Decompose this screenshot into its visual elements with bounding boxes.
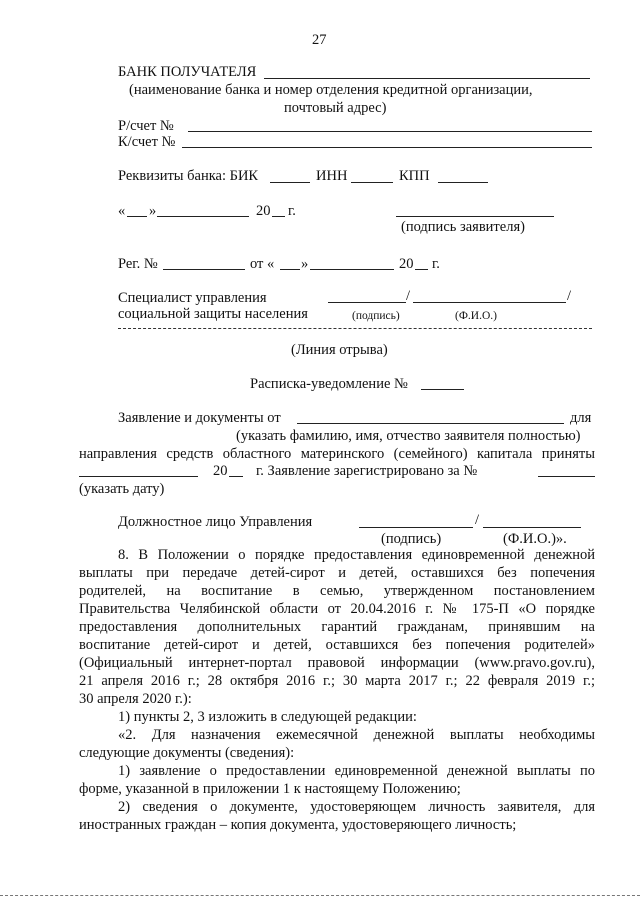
reg-from-label: от « — [250, 256, 275, 272]
item-2-line-1: «2. Для назначения ежемесячной денежной выплаты необходимы — [118, 727, 595, 743]
receipt-year-prefix: 20 — [213, 463, 228, 479]
receipt-number-line — [421, 389, 464, 390]
receipt-statement-suffix: для — [570, 410, 592, 426]
date-quote-open: « — [118, 203, 126, 219]
official-label: Должностное лицо Управления — [118, 514, 313, 530]
p8-line-4: Правительства Челябинской области от 20.04.2016 г. № 175-П «О порядке — [79, 601, 595, 617]
item-3-line-1: 1) заявление о предоставлении единовременной денежной выплаты по — [118, 763, 595, 779]
date-year-prefix: 20 — [256, 203, 271, 219]
corr-account-label: К/счет № — [118, 134, 176, 150]
p8-line-5: предоставления дополнительных гарантий гражданам, принявшим на — [79, 619, 595, 635]
reg-day-line — [280, 269, 300, 270]
p8-line-6: воспитание детей-сирот и детей, оставшихся без попечения родителей» — [79, 637, 595, 653]
specialist-line-2: социальной защиты населения — [118, 306, 308, 322]
applicant-signature-hint: (подпись заявителя) — [401, 219, 525, 235]
p8-line-8: 21 апреля 2016 г.; 28 октября 2016 г.; 30 марта 2017 г.; 22 февраля 2019 г.; — [79, 673, 595, 689]
cut-line-label: (Линия отрыва) — [291, 342, 388, 358]
item-2-line-2: следующие документы (сведения): — [79, 745, 295, 761]
date-day-line — [127, 216, 147, 217]
specialist-fio-line — [413, 302, 566, 303]
cut-line — [118, 328, 592, 329]
p8-line-1: 8. В Положении о порядке предоставления единовременной денежной — [118, 547, 595, 563]
official-sign-line — [359, 527, 473, 528]
specialist-line-1: Специалист управления — [118, 290, 267, 306]
applicant-signature-line — [396, 216, 554, 217]
specialist-slash-2: / — [567, 288, 572, 304]
account-label: Р/счет № — [118, 118, 174, 134]
official-slash: / — [475, 512, 480, 528]
reg-month-line — [310, 269, 394, 270]
page-number: 27 — [312, 32, 327, 48]
bottom-scan-edge — [0, 895, 640, 896]
item-1: 1) пункты 2, 3 изложить в следующей редакции: — [118, 709, 417, 725]
reg-number-line — [163, 269, 245, 270]
date-quote-close: » — [149, 203, 157, 219]
specialist-sign-hint: (подпись) — [352, 310, 400, 322]
item-4-line-2: иностранных граждан – копия документа, удостоверяющего личность; — [79, 817, 517, 833]
receipt-date-hint: (указать дату) — [79, 481, 165, 497]
specialist-fio-hint: (Ф.И.О.) — [455, 310, 497, 322]
bik-line — [270, 182, 310, 183]
p8-line-9: 30 апреля 2020 г.): — [79, 691, 192, 707]
receipt-registered-text: г. Заявление зарегистрировано за № — [256, 463, 478, 479]
p8-line-7: (Официальный интернет-портал правовой информации (www.pravo.gov.ru), — [79, 655, 595, 671]
reg-year-prefix: 20 — [399, 256, 414, 272]
official-fio-line — [483, 527, 581, 528]
specialist-sign-line — [328, 302, 406, 303]
bank-hint-2: почтовый адрес) — [284, 100, 387, 116]
date-month-line — [157, 216, 249, 217]
receipt-date-line — [79, 476, 198, 477]
item-3-line-2: форме, указанной в приложении 1 к настоящему Положению; — [79, 781, 461, 797]
receipt-reg-number-line — [538, 476, 595, 477]
account-line — [188, 131, 592, 132]
kpp-line — [438, 182, 488, 183]
receipt-statement-prefix: Заявление и документы от — [118, 410, 281, 426]
inn-line — [351, 182, 393, 183]
requisites-label: Реквизиты банка: БИК — [118, 168, 259, 184]
kpp-label: КПП — [399, 168, 430, 184]
official-fio-hint: (Ф.И.О.)». — [503, 531, 567, 547]
bank-label: БАНК ПОЛУЧАТЕЛЯ — [118, 64, 257, 80]
receipt-applicant-line — [297, 423, 564, 424]
bank-hint-1: (наименование банка и номер отделения кредитной организации, — [129, 82, 533, 98]
reg-year-suffix: г. — [432, 256, 440, 272]
official-sign-hint: (подпись) — [381, 531, 442, 547]
receipt-year-line — [229, 476, 243, 477]
receipt-title: Расписка-уведомление № — [250, 376, 408, 392]
specialist-slash-1: / — [406, 288, 411, 304]
bank-name-line — [264, 78, 590, 79]
p8-line-3: родителей, на воспитание в семью, утвержденном постановлением — [79, 583, 595, 599]
corr-account-line — [182, 147, 592, 148]
p8-line-2: выплаты при передаче детей-сирот и детей, оставшихся без попечения — [79, 565, 595, 581]
item-4-line-1: 2) сведения о документе, удостоверяющем личность заявителя, для — [118, 799, 595, 815]
receipt-name-hint: (указать фамилию, имя, отчество заявителя полностью) — [236, 428, 581, 444]
reg-quote-close: » — [301, 256, 309, 272]
reg-year-line — [415, 269, 428, 270]
date-year-line — [272, 216, 285, 217]
inn-label: ИНН — [316, 168, 348, 184]
receipt-purpose-line: направления средств областного материнского (семейного) капитала приняты — [79, 446, 595, 462]
reg-label: Рег. № — [118, 256, 158, 272]
date-year-suffix: г. — [288, 203, 296, 219]
